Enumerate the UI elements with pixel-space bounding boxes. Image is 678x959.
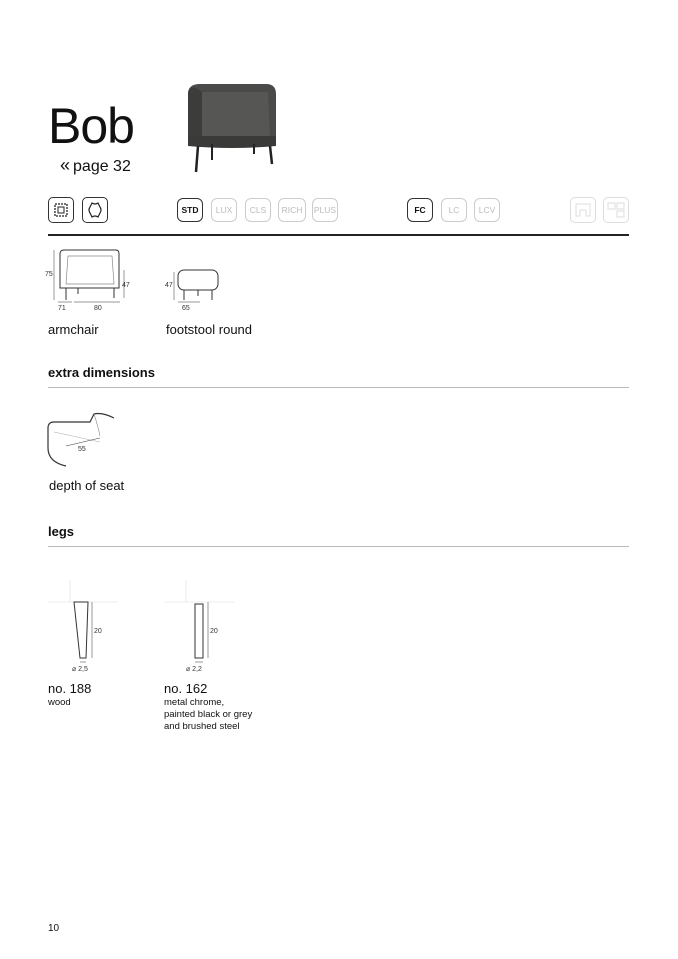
leg-number-188: no. 188 bbox=[48, 681, 92, 696]
seat-depth-dim: 55 bbox=[78, 446, 86, 453]
tier-badge-rich: RICH bbox=[278, 198, 306, 222]
leg-188-material-line: wood bbox=[48, 697, 71, 708]
leg-188-drawing bbox=[44, 576, 124, 676]
tier-badge-lux: LUX bbox=[211, 198, 237, 222]
code-badge-fc: FC bbox=[407, 198, 433, 222]
leg-162-diameter-dim: ⌀ 2,2 bbox=[186, 666, 202, 673]
footstool-drawing bbox=[162, 264, 228, 314]
leg-number-162: no. 162 bbox=[164, 681, 208, 696]
page-reference[interactable] bbox=[60, 155, 131, 176]
product-title: Bob bbox=[48, 98, 134, 154]
page-reference-text: page 32 bbox=[73, 158, 131, 175]
leg-188-height-dim: 20 bbox=[94, 628, 102, 635]
code-badge-lcv: LCV bbox=[474, 198, 500, 222]
module-layout-icon bbox=[603, 197, 629, 223]
leather-hide-icon bbox=[82, 197, 108, 223]
footstool-diameter-dim: 65 bbox=[182, 305, 190, 312]
code-badge-lc: LC bbox=[441, 198, 467, 222]
armchair-drawing bbox=[44, 244, 136, 314]
leg-162-material-line-1: metal chrome, bbox=[164, 697, 225, 708]
legs-divider bbox=[48, 546, 629, 547]
section-heading-extra-dimensions: extra dimensions bbox=[48, 365, 155, 380]
seat-depth-caption: depth of seat bbox=[49, 478, 125, 493]
leg-162-material bbox=[164, 697, 252, 733]
armchair-depth-dim: 71 bbox=[58, 305, 66, 312]
leg-188-material bbox=[48, 697, 71, 709]
tier-badge-cls: CLS bbox=[245, 198, 271, 222]
leg-162-material-line-2: painted black or grey bbox=[164, 709, 253, 720]
armchair-height-dim: 75 bbox=[45, 271, 53, 278]
armchair-width-dim: 80 bbox=[94, 305, 102, 312]
seat-depth-drawing bbox=[44, 408, 120, 470]
fabric-pattern-icon bbox=[48, 197, 74, 223]
header-divider bbox=[48, 234, 629, 236]
tier-badge-std: STD bbox=[177, 198, 203, 222]
footstool-height-dim: 47 bbox=[165, 282, 173, 289]
tier-badge-plus: PLUS bbox=[312, 198, 338, 222]
leg-188-diameter-dim: ⌀ 2,5 bbox=[72, 666, 88, 673]
leg-162-drawing bbox=[160, 576, 240, 676]
back-arrow-icon: « bbox=[60, 155, 71, 175]
page-number: 10 bbox=[48, 923, 60, 934]
section-heading-legs: legs bbox=[48, 524, 75, 539]
model-label-footstool: footstool round bbox=[166, 322, 253, 337]
armchair-seat-height-dim: 47 bbox=[122, 282, 130, 289]
extra-dimensions-divider bbox=[48, 387, 629, 388]
leg-162-height-dim: 20 bbox=[210, 628, 218, 635]
model-label-armchair: armchair bbox=[48, 322, 99, 337]
leg-162-material-line-3: and brushed steel bbox=[164, 721, 240, 732]
armchair-photo bbox=[182, 80, 282, 176]
cover-type-icon bbox=[570, 197, 596, 223]
